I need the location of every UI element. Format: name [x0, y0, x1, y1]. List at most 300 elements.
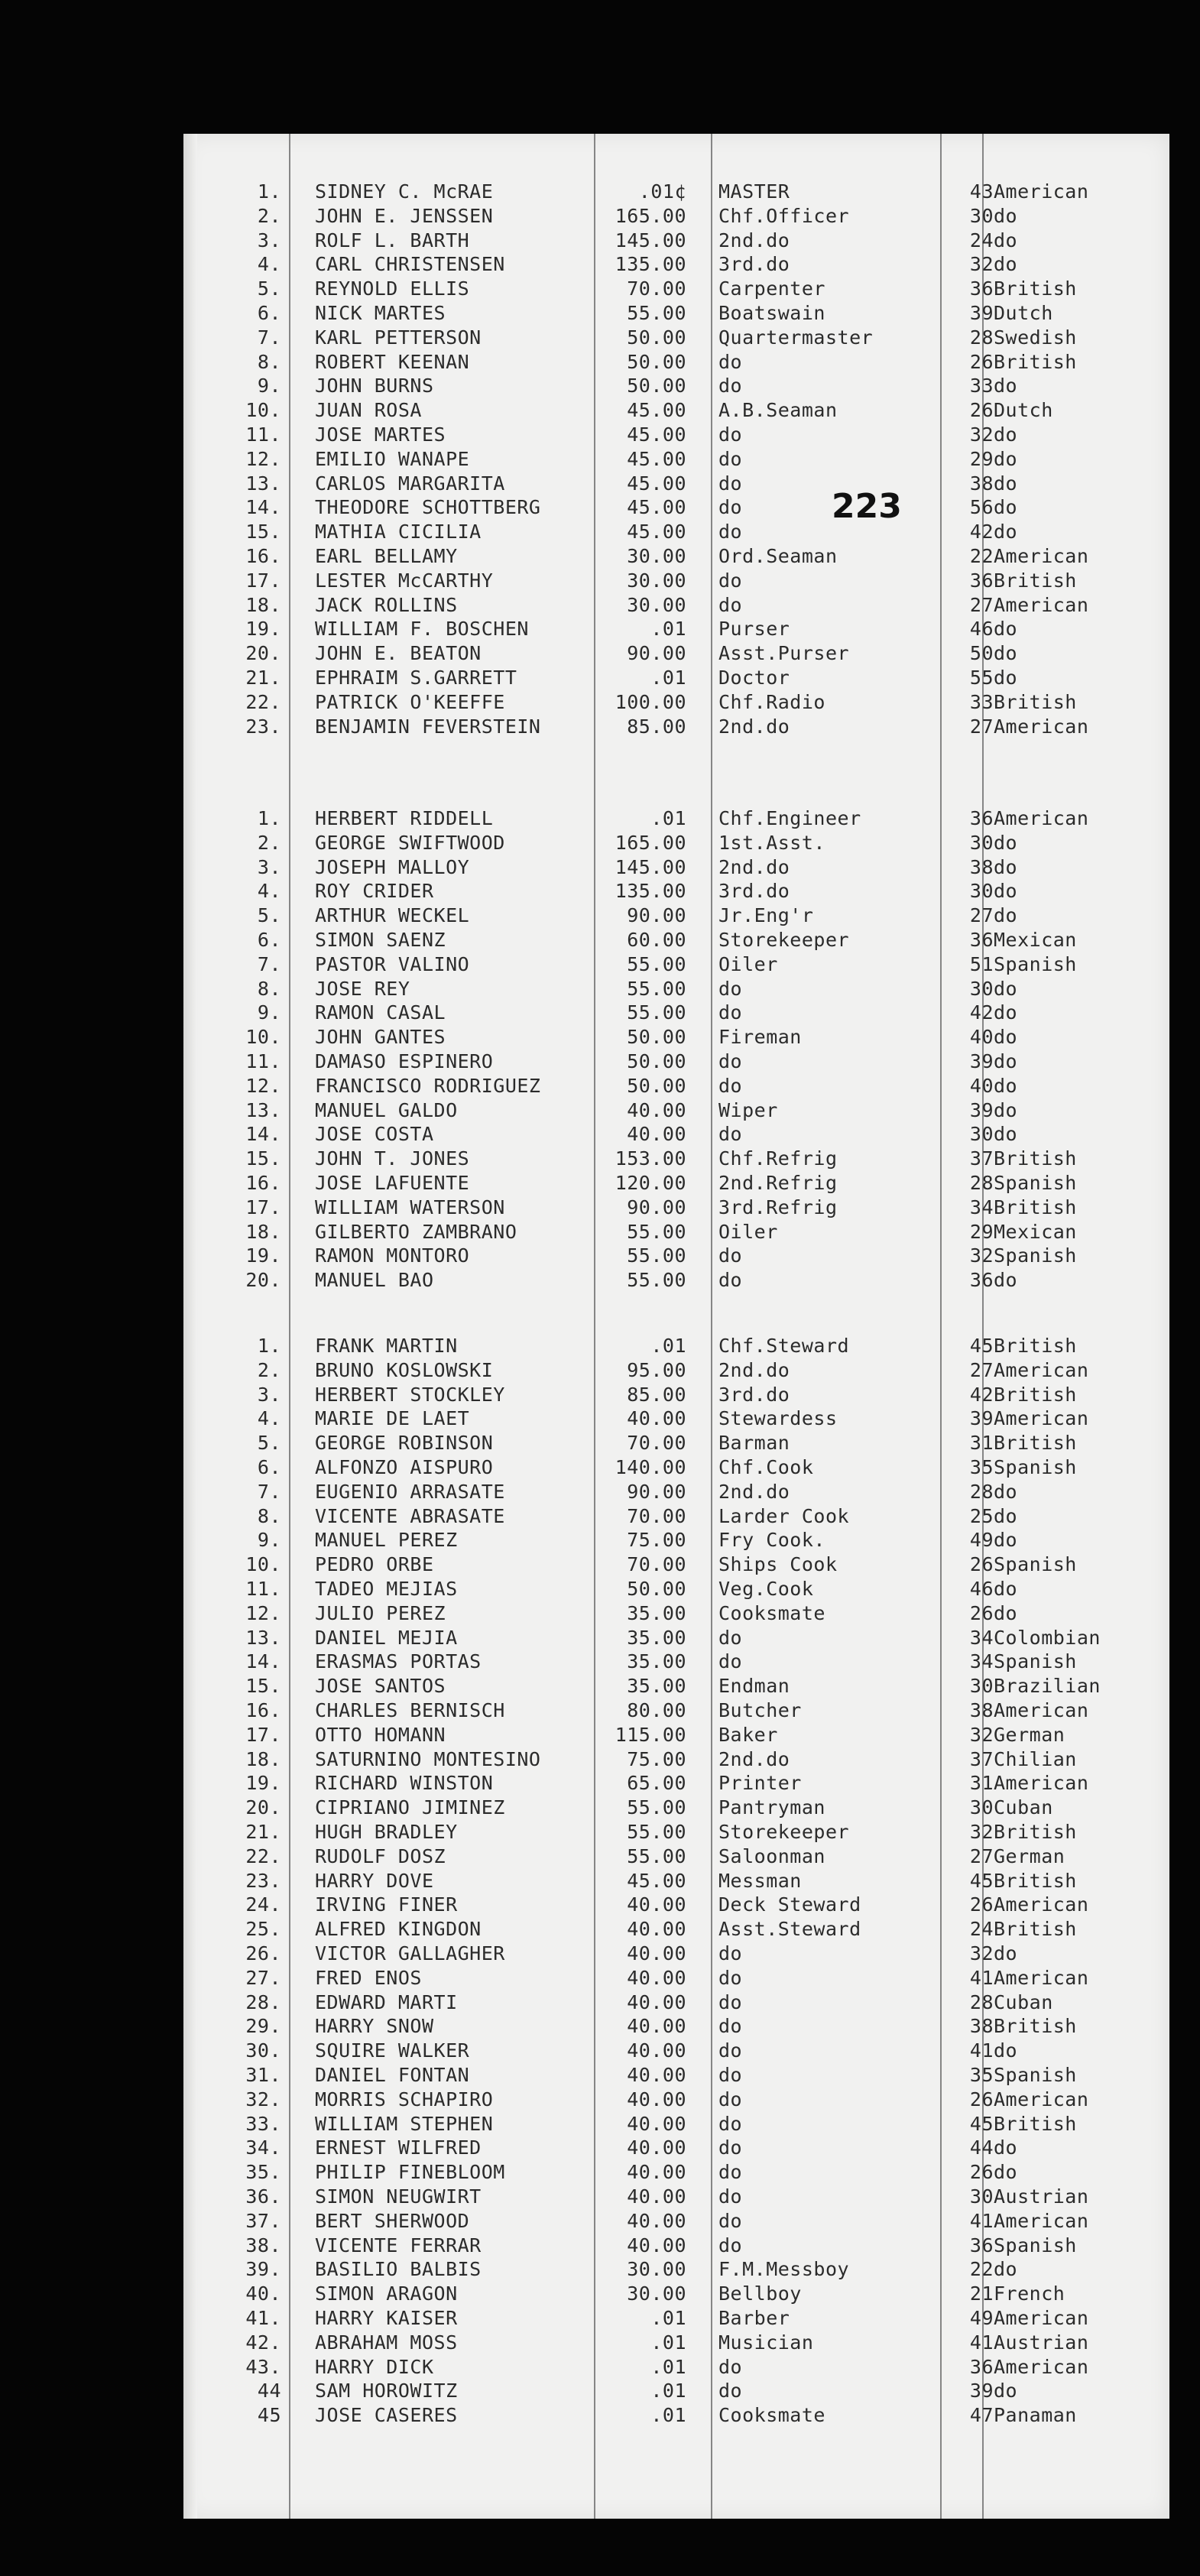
age: 39	[969, 1407, 994, 1430]
row-number: 9.	[257, 1001, 281, 1024]
age: 40	[969, 1026, 994, 1049]
age: 29	[969, 447, 994, 470]
age: 43	[969, 180, 994, 203]
row-number: 35.	[245, 2161, 281, 2184]
wage: 85.00	[627, 715, 686, 738]
age: 28	[969, 326, 994, 349]
crew-row	[183, 928, 1169, 952]
crew-name: MORRIS SCHAPIRO	[315, 2088, 494, 2110]
crew-name: PATRICK O'KEEFFE	[315, 690, 505, 713]
nationality: American	[994, 180, 1089, 203]
wage: 165.00	[615, 204, 686, 227]
crew-name: ALFRED KINGDON	[315, 1918, 482, 1941]
wage: 55.00	[627, 1796, 686, 1819]
crew-name: ALFONZO AISPURO	[315, 1456, 494, 1478]
rank: do	[718, 1650, 743, 1673]
crew-name: SATURNINO MONTESINO	[315, 1747, 541, 1770]
nationality: French	[994, 2282, 1065, 2305]
age: 39	[969, 2380, 994, 2402]
rank: Veg.Cook	[718, 1578, 814, 1600]
rank: Oiler	[718, 952, 778, 975]
rank: do	[718, 2234, 743, 2256]
crew-name: MANUEL PEREZ	[315, 1529, 458, 1552]
crew-name: JOSE CASERES	[315, 2404, 458, 2427]
wage: 55.00	[627, 1269, 686, 1292]
crew-name: NICK MARTES	[315, 302, 446, 324]
age: 28	[969, 1480, 994, 1503]
rank: do	[718, 1942, 743, 1964]
row-number: 12.	[245, 447, 281, 470]
crew-row	[183, 301, 1169, 326]
crew-row	[183, 1698, 1169, 1723]
rank: do	[718, 1074, 743, 1097]
nationality: do	[994, 2258, 1018, 2281]
nationality: do	[994, 855, 1018, 878]
crew-name: SIMON SAENZ	[315, 929, 446, 951]
age: 30	[969, 2185, 994, 2208]
crew-name: KARL PETTERSON	[315, 326, 482, 349]
crew-row	[183, 2209, 1169, 2234]
wage: 75.00	[627, 1529, 686, 1552]
crew-row	[183, 1171, 1169, 1196]
crew-row	[183, 1796, 1169, 1820]
nationality: Cuban	[994, 1796, 1053, 1819]
crew-row	[183, 180, 1169, 204]
crew-row	[183, 1383, 1169, 1407]
crew-row	[183, 1480, 1169, 1504]
nationality: do	[994, 496, 1018, 519]
crew-row	[183, 952, 1169, 977]
age: 49	[969, 1529, 994, 1552]
rank: Ships Cook	[718, 1553, 838, 1576]
row-number: 45	[257, 2404, 281, 2427]
age: 35	[969, 1456, 994, 1478]
rank: do	[718, 2039, 743, 2062]
nationality: do	[994, 521, 1018, 543]
row-number: 18.	[245, 1747, 281, 1770]
rank: do	[718, 1626, 743, 1649]
crew-list-sheet	[183, 134, 1169, 2519]
wage: 40.00	[627, 1966, 686, 1989]
crew-row	[183, 1244, 1169, 1268]
wage: 50.00	[627, 350, 686, 373]
crew-name: JOHN GANTES	[315, 1026, 446, 1049]
crew-name: EARL BELLAMY	[315, 545, 458, 567]
nationality: do	[994, 204, 1018, 227]
nationality: British	[994, 1147, 1077, 1170]
wage: 80.00	[627, 1699, 686, 1721]
crew-name: JOSE MARTES	[315, 423, 446, 446]
wage: 115.00	[615, 1723, 686, 1746]
wage: 45.00	[627, 423, 686, 446]
nationality: do	[994, 229, 1018, 251]
wage: 45.00	[627, 472, 686, 495]
age: 26	[969, 350, 994, 373]
nationality: British	[994, 1821, 1077, 1843]
row-number: 1.	[257, 807, 281, 829]
row-number: 4.	[257, 253, 281, 276]
wage: 85.00	[627, 1383, 686, 1406]
wage: 60.00	[627, 929, 686, 951]
age: 21	[969, 2282, 994, 2305]
nationality: do	[994, 1074, 1018, 1097]
age: 47	[969, 2404, 994, 2427]
crew-name: PHILIP FINEBLOOM	[315, 2161, 505, 2184]
nationality: do	[994, 831, 1018, 854]
crew-name: MARIE DE LAET	[315, 1407, 470, 1430]
crew-row	[183, 977, 1169, 1001]
wage: 45.00	[627, 1869, 686, 1892]
row-number: 12.	[245, 1601, 281, 1624]
crew-row	[183, 1723, 1169, 1747]
wage: 40.00	[627, 1942, 686, 1964]
crew-row	[183, 569, 1169, 593]
crew-name: JOSE LAFUENTE	[315, 1172, 470, 1194]
crew-name: SAM HOROWITZ	[315, 2380, 458, 2402]
crew-row	[183, 2282, 1169, 2306]
crew-row	[183, 1050, 1169, 1074]
crew-row	[183, 1147, 1169, 1171]
crew-row	[183, 617, 1169, 641]
row-number: 6.	[257, 302, 281, 324]
row-number: 4.	[257, 880, 281, 903]
row-number: 2.	[257, 204, 281, 227]
crew-row	[183, 2136, 1169, 2160]
rank: Storekeeper	[718, 1821, 850, 1843]
rank: Cooksmate	[718, 2404, 825, 2427]
wage: 55.00	[627, 302, 686, 324]
crew-row	[183, 2014, 1169, 2039]
rank: Chf.Cook	[718, 1456, 814, 1478]
nationality: do	[994, 1050, 1018, 1072]
rank: 1st.Asst.	[718, 831, 825, 854]
age: 32	[969, 1821, 994, 1843]
rank: A.B.Seaman	[718, 399, 838, 422]
crew-row	[183, 1528, 1169, 1552]
age: 26	[969, 1893, 994, 1916]
nationality: American	[994, 1772, 1089, 1795]
nationality: German	[994, 1723, 1065, 1746]
age: 30	[969, 1123, 994, 1146]
crew-name: JOHN E. JENSSEN	[315, 204, 494, 227]
wage: .01	[650, 1335, 686, 1357]
nationality: Austrian	[994, 2185, 1089, 2208]
crew-name: MATHIA CICILIA	[315, 521, 482, 543]
age: 44	[969, 2136, 994, 2159]
rank: do	[718, 1244, 743, 1267]
rank: Bellboy	[718, 2282, 802, 2305]
row-number: 3.	[257, 229, 281, 251]
wage: 55.00	[627, 1244, 686, 1267]
crew-row	[183, 326, 1169, 350]
age: 36	[969, 1269, 994, 1292]
crew-name: TADEO MEJIAS	[315, 1578, 458, 1600]
rank: Pantryman	[718, 1796, 825, 1819]
row-number: 15.	[245, 1675, 281, 1698]
crew-row	[183, 1869, 1169, 1893]
nationality: British	[994, 2112, 1077, 2135]
nationality: do	[994, 447, 1018, 470]
crew-row	[183, 904, 1169, 928]
nationality: do	[994, 2161, 1018, 2184]
wage: 40.00	[627, 1098, 686, 1121]
crew-name: ROY CRIDER	[315, 880, 434, 903]
wage: 50.00	[627, 1026, 686, 1049]
row-number: 36.	[245, 2185, 281, 2208]
age: 49	[969, 2307, 994, 2329]
crew-name: JOSE COSTA	[315, 1123, 434, 1146]
nationality: Dutch	[994, 302, 1053, 324]
row-number: 20.	[245, 1796, 281, 1819]
nationality: British	[994, 1918, 1077, 1941]
crew-row	[183, 1674, 1169, 1698]
age: 30	[969, 204, 994, 227]
age: 34	[969, 1650, 994, 1673]
row-number: 11.	[245, 1050, 281, 1072]
nationality: do	[994, 977, 1018, 1000]
rank: do	[718, 1123, 743, 1146]
crew-name: DANIEL MEJIA	[315, 1626, 458, 1649]
crew-name: EUGENIO ARRASATE	[315, 1480, 505, 1503]
row-number: 23.	[245, 715, 281, 738]
nationality: do	[994, 472, 1018, 495]
nationality: American	[994, 1699, 1089, 1721]
crew-name: VICTOR GALLAGHER	[315, 1942, 505, 1964]
crew-name: PASTOR VALINO	[315, 952, 470, 975]
age: 30	[969, 1675, 994, 1698]
crew-row	[183, 350, 1169, 375]
wage: 30.00	[627, 545, 686, 567]
nationality: do	[994, 1098, 1018, 1121]
row-number: 7.	[257, 326, 281, 349]
wage: 40.00	[627, 2015, 686, 2038]
age: 41	[969, 2331, 994, 2354]
wage: 35.00	[627, 1650, 686, 1673]
row-number: 14.	[245, 496, 281, 519]
rank: Larder Cook	[718, 1504, 850, 1527]
wage: 70.00	[627, 277, 686, 300]
nationality: do	[994, 1529, 1018, 1552]
row-number: 40.	[245, 2282, 281, 2305]
row-number: 8.	[257, 350, 281, 373]
crew-row	[183, 593, 1169, 618]
age: 36	[969, 569, 994, 592]
nationality: British	[994, 277, 1077, 300]
wage: 65.00	[627, 1772, 686, 1795]
nationality: Spanish	[994, 1553, 1077, 1576]
row-number: 44	[257, 2380, 281, 2402]
row-number: 11.	[245, 423, 281, 446]
nationality: American	[994, 1358, 1089, 1381]
crew-row	[183, 1601, 1169, 1626]
nationality: do	[994, 1601, 1018, 1624]
row-number: 10.	[245, 399, 281, 422]
crew-row	[183, 1917, 1169, 1942]
rank: Oiler	[718, 1220, 778, 1243]
crew-row	[183, 1001, 1169, 1025]
crew-row	[183, 1820, 1169, 1844]
rank: do	[718, 1966, 743, 1989]
rank: do	[718, 2112, 743, 2135]
row-number: 33.	[245, 2112, 281, 2135]
crew-name: VICENTE FERRAR	[315, 2234, 482, 2256]
rank: Barber	[718, 2307, 790, 2329]
wage: 55.00	[627, 952, 686, 975]
rank: 2nd.do	[718, 1747, 790, 1770]
rank: Boatswain	[718, 302, 825, 324]
nationality: do	[994, 904, 1018, 927]
wage: 145.00	[615, 855, 686, 878]
row-number: 3.	[257, 855, 281, 878]
wage: 90.00	[627, 1196, 686, 1218]
wage: 40.00	[627, 2185, 686, 2208]
wage: 30.00	[627, 593, 686, 616]
wage: 55.00	[627, 1821, 686, 1843]
crew-row	[183, 806, 1169, 831]
crew-name: LESTER McCARTHY	[315, 569, 494, 592]
rank: MASTER	[718, 180, 790, 203]
rank: Musician	[718, 2331, 814, 2354]
crew-row	[183, 641, 1169, 666]
rank: Barman	[718, 1432, 790, 1455]
rank: Deck Steward	[718, 1893, 861, 1916]
row-number: 18.	[245, 593, 281, 616]
rank: do	[718, 472, 743, 495]
nationality: do	[994, 1578, 1018, 1600]
crew-name: HARRY KAISER	[315, 2307, 458, 2329]
rank: Fry Cook.	[718, 1529, 825, 1552]
row-number: 29.	[245, 2015, 281, 2038]
row-number: 8.	[257, 977, 281, 1000]
crew-row	[183, 879, 1169, 904]
rank: do	[718, 977, 743, 1000]
wage: 40.00	[627, 1918, 686, 1941]
row-number: 3.	[257, 1383, 281, 1406]
wage: 40.00	[627, 1407, 686, 1430]
rank: do	[718, 375, 743, 397]
age: 38	[969, 855, 994, 878]
age: 55	[969, 667, 994, 689]
row-number: 30.	[245, 2039, 281, 2062]
row-number: 13.	[245, 1098, 281, 1121]
crew-row	[183, 1025, 1169, 1050]
crew-name: HARRY SNOW	[315, 2015, 434, 2038]
nationality: Spanish	[994, 1456, 1077, 1478]
nationality: Austrian	[994, 2331, 1089, 2354]
row-number: 16.	[245, 545, 281, 567]
wage: 45.00	[627, 399, 686, 422]
crew-name: BERT SHERWOOD	[315, 2209, 470, 2232]
nationality: do	[994, 1123, 1018, 1146]
row-number: 32.	[245, 2088, 281, 2110]
crew-name: JOSE REY	[315, 977, 410, 1000]
wage: 165.00	[615, 831, 686, 854]
row-number: 39.	[245, 2258, 281, 2281]
rank: do	[718, 569, 743, 592]
age: 22	[969, 545, 994, 567]
row-number: 22.	[245, 1844, 281, 1867]
rank: Carpenter	[718, 277, 825, 300]
rank: Stewardess	[718, 1407, 838, 1430]
crew-row	[183, 472, 1169, 496]
crew-name: PEDRO ORBE	[315, 1553, 434, 1576]
nationality: do	[994, 880, 1018, 903]
age: 31	[969, 1432, 994, 1455]
crew-row	[183, 1844, 1169, 1869]
age: 38	[969, 472, 994, 495]
age: 27	[969, 1358, 994, 1381]
crew-row	[183, 252, 1169, 277]
rank: Chf.Steward	[718, 1335, 850, 1357]
nationality: British	[994, 569, 1077, 592]
wage: 70.00	[627, 1504, 686, 1527]
wage: 35.00	[627, 1675, 686, 1698]
row-number: 7.	[257, 1480, 281, 1503]
nationality: do	[994, 2136, 1018, 2159]
age: 33	[969, 690, 994, 713]
nationality: do	[994, 618, 1018, 641]
row-number: 5.	[257, 277, 281, 300]
age: 41	[969, 2209, 994, 2232]
crew-row	[183, 2234, 1169, 2258]
row-number: 24.	[245, 1893, 281, 1916]
rank: do	[718, 1050, 743, 1072]
row-number: 13.	[245, 472, 281, 495]
wage: 153.00	[615, 1147, 686, 1170]
crew-row	[183, 2379, 1169, 2403]
rank: Quartermaster	[718, 326, 874, 349]
wage: .01	[650, 2331, 686, 2354]
row-number: 8.	[257, 1504, 281, 1527]
row-number: 19.	[245, 618, 281, 641]
nationality: Spanish	[994, 952, 1077, 975]
crew-name: ERASMAS PORTAS	[315, 1650, 482, 1673]
age: 32	[969, 1942, 994, 1964]
wage: 45.00	[627, 496, 686, 519]
crew-name: ROBERT KEENAN	[315, 350, 470, 373]
wage: 40.00	[627, 2088, 686, 2110]
crew-row	[183, 1334, 1169, 1358]
row-number: 17.	[245, 1196, 281, 1218]
rank: Butcher	[718, 1699, 802, 1721]
nationality: British	[994, 690, 1077, 713]
crew-name: DAMASO ESPINERO	[315, 1050, 494, 1072]
wage: .01	[650, 2380, 686, 2402]
crew-name: JOHN T. JONES	[315, 1147, 470, 1170]
crew-row	[183, 495, 1169, 520]
crew-name: HARRY DOVE	[315, 1869, 434, 1892]
crew-row	[183, 1771, 1169, 1796]
nationality: do	[994, 253, 1018, 276]
wage: 40.00	[627, 2112, 686, 2135]
wage: 50.00	[627, 1578, 686, 1600]
rank: do	[718, 2185, 743, 2208]
age: 26	[969, 2161, 994, 2184]
rank: do	[718, 1001, 743, 1024]
crew-row	[183, 1747, 1169, 1772]
wage: .01¢	[638, 180, 686, 203]
age: 39	[969, 1050, 994, 1072]
wage: 40.00	[627, 2209, 686, 2232]
row-number: 10.	[245, 1026, 281, 1049]
wage: 55.00	[627, 1844, 686, 1867]
row-number: 18.	[245, 1220, 281, 1243]
row-number: 7.	[257, 952, 281, 975]
row-number: 1.	[257, 1335, 281, 1357]
wage: 50.00	[627, 326, 686, 349]
age: 26	[969, 2088, 994, 2110]
row-number: 10.	[245, 1553, 281, 1576]
